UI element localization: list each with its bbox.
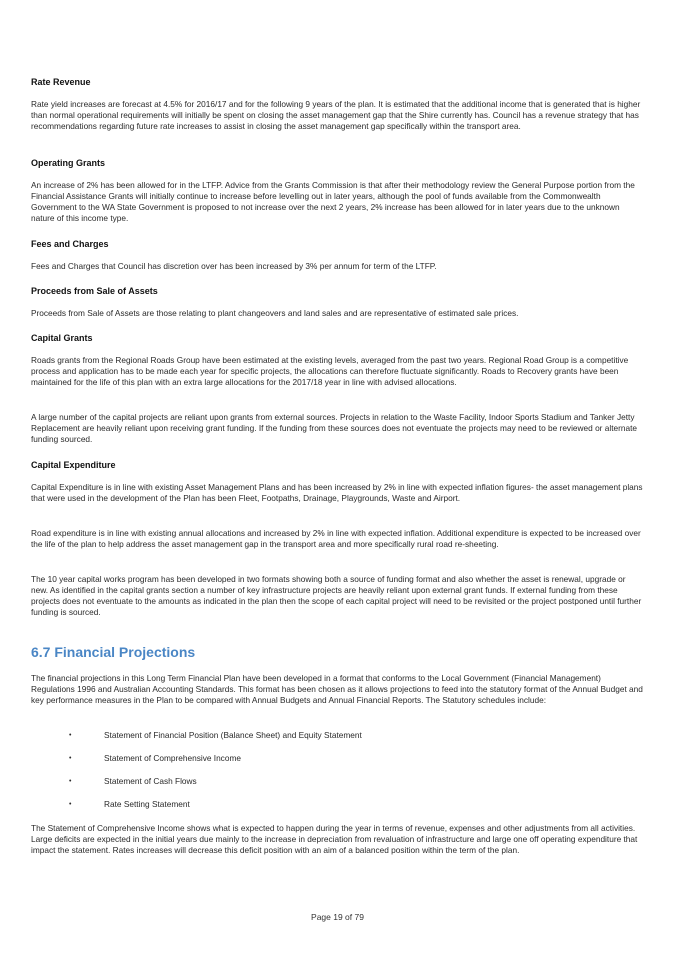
page-number: Page 19 of 79: [311, 912, 364, 922]
bullet-icon: •: [69, 755, 72, 762]
heading-capital-grants: Capital Grants: [31, 333, 93, 343]
paragraph-capital-expenditure-3: The 10 year capital works program has been developed in two formats showing both a source of funding format and also whether the asset is renewal, upgrade or new. As identified in the capital grants section a number of key infrastructure projects are heavily reliant upon external grant funds. If external funding from these projects does not eventuate to the amounts as indicated in the plan then the scope of each capital project will need to be revisited or the project postponed until further funding is sourced.: [31, 574, 642, 618]
paragraph-operating-grants: An increase of 2% has been allowed for in the LTFP. Advice from the Grants Commission is that after their methodology review the General Purpose portion from the Financial Assistance Grants will initially continue to increase before levelling out in later years, although the pool of funds available from the Commonwealth Government to the WA State Government is proposed to not increase over the next 2 years, 2% increase has been allowed for in later years due to the unknown nature of this income type.: [31, 180, 635, 224]
heading-fees-and-charges: Fees and Charges: [31, 239, 109, 249]
list-item-label: Statement of Comprehensive Income: [104, 753, 241, 763]
list-item-label: Statement of Financial Position (Balance Sheet) and Equity Statement: [104, 730, 362, 740]
heading-rate-revenue: Rate Revenue: [31, 77, 91, 87]
paragraph-projections-closing: The Statement of Comprehensive Income shows what is expected to happen during the year in terms of revenue, expenses and other adjustments from all activities. Large deficits are expected in the initial years due mainly to the increase in depreciation from revaluation of infrastructure and large one off operating expenditure that impact the statement. Rates increases will decrease this deficit position with an aim of a balanced position within the term of the plan.: [31, 823, 638, 856]
bullet-icon: •: [69, 778, 72, 785]
list-item-label: Statement of Cash Flows: [104, 776, 197, 786]
paragraph-capital-expenditure-2: Road expenditure is in line with existing annual allocations and increased by 2% in line with expected inflation. Additional expenditure is expected to be increased over the life of the plan to help address the asset management gap in the transport area and more specifically rural road re-sheeting.: [31, 528, 641, 550]
paragraph-proceeds-sale-assets: Proceeds from Sale of Assets are those relating to plant changeovers and land sales and are representative of estimated sale prices.: [31, 308, 519, 318]
list-item: [31, 799, 643, 810]
heading-proceeds-sale-assets: Proceeds from Sale of Assets: [31, 286, 158, 296]
paragraph-capital-grants-1: Roads grants from the Regional Roads Group have been estimated at the existing levels, averaged from the past two years. Regional Road Group is a competitive process and application has to be made each year for specific projects, the allocations can therefore fluctuate significantly. Roads to Recovery grants have been maintained for the life of this plan with an extra large allocations for the 2017/18 year in line with advised allocations.: [31, 355, 629, 388]
bullet-icon: •: [69, 732, 72, 739]
bullet-icon: •: [69, 801, 72, 808]
section-title-financial-projections: 6.7 Financial Projections: [31, 644, 196, 660]
statutory-schedules-list: [31, 730, 643, 810]
list-item: [31, 776, 643, 787]
paragraph-rate-revenue: Rate yield increases are forecast at 4.5% for 2016/17 and for the following 9 years of the plan. It is estimated that the additional income that is generated that is higher than normal operational requirements will initially be spent on closing the asset management gap that the Shire currently has. Council has a revenue strategy that has recommendations regarding future rate increases to assist in closing the asset management gap specifically within the transport area.: [31, 99, 641, 132]
paragraph-projections-intro: The financial projections in this Long Term Financial Plan have been developed in a format that conforms to the Local Government (Financial Management) Regulations 1996 and Australian Accounting Standards. This format has been chosen as it allows projections to feed into the statutory format of the Annual Budget and key performance measures in the Plan to be compared with Annual Budgets and Annual Financial Reports. The Statutory schedules include:: [31, 673, 643, 706]
list-item: [31, 730, 643, 741]
paragraph-fees-and-charges: Fees and Charges that Council has discretion over has been increased by 3% per annum for term of the LTFP.: [31, 261, 437, 271]
paragraph-capital-expenditure-1: Capital Expenditure is in line with existing Asset Management Plans and has been increased by 2% in line with expected inflation figures- the asset management plans that were used in the development of the Plan has been Fleet, Footpaths, Drainage, Playgrounds, Waste and Airport.: [31, 482, 643, 504]
heading-operating-grants: Operating Grants: [31, 158, 106, 168]
list-item: [31, 753, 643, 764]
list-item-label: Rate Setting Statement: [104, 799, 190, 809]
heading-capital-expenditure: Capital Expenditure: [31, 460, 116, 470]
paragraph-capital-grants-2: A large number of the capital projects are reliant upon grants from external sources. Projects in relation to the Waste Facility, Indoor Sports Stadium and Tanker Jetty Replacement are heavily reliant upon receiving grant funding. If the funding from these sources does not eventuate the projects may need to be reviewed or alternate funding sourced.: [31, 412, 638, 445]
